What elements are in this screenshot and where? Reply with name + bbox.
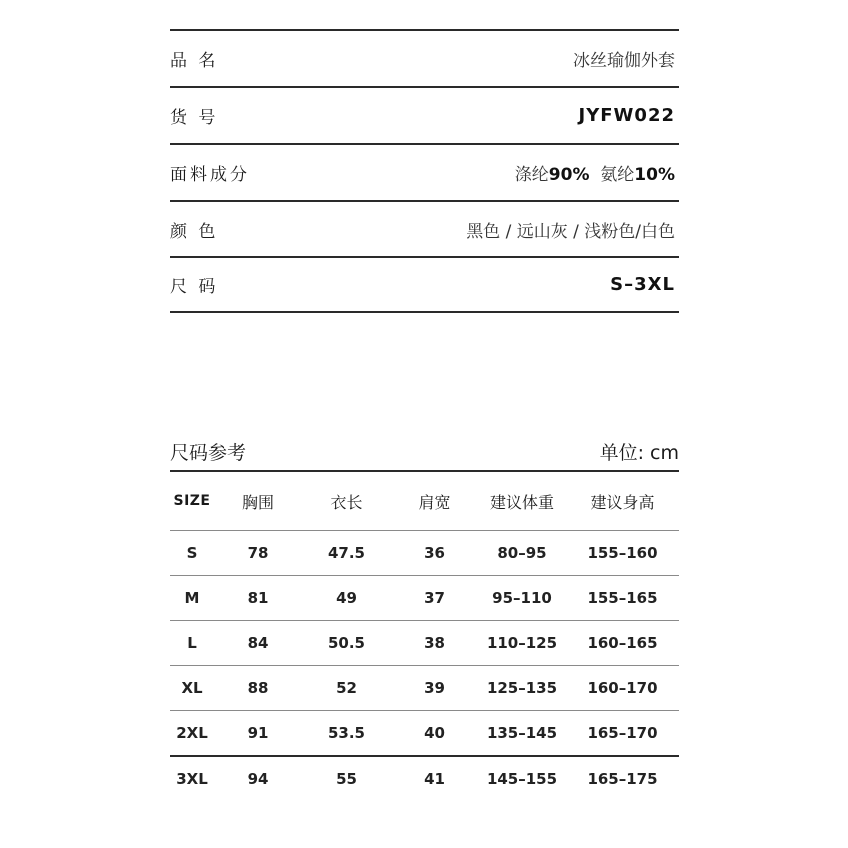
size-chart [170,432,679,801]
cell-weight: 80–95 [478,531,566,576]
cell-chest: 88 [214,666,302,711]
info-row-size [170,258,679,313]
cell-length: 47.5 [302,531,391,576]
cell-length: 52 [302,666,391,711]
cell-shoulder: 37 [391,576,478,621]
cell-length: 55 [336,770,357,788]
info-value-name: 冰丝瑜伽外套 [573,51,675,71]
cell-shoulder: 36 [391,531,478,576]
cell-chest: 81 [214,576,302,621]
size-chart-title: 尺码参考 [170,441,247,464]
cell-height: 155–160 [566,531,679,576]
size-chart-unit: 单位: cm [599,441,679,464]
info-label-fabric: 面料成分 [170,165,250,185]
cell-chest: 94 [247,770,269,788]
size-table [170,472,679,801]
info-row-color [170,202,679,258]
cell-size: 2XL [170,711,214,757]
cell-height: 160–165 [566,621,679,666]
cell-shoulder: 38 [391,621,478,666]
header-chest: 胸围 [214,472,302,531]
fabric-percent-2: 10% [634,165,675,185]
cell-size: L [170,621,214,666]
cell-size: M [170,576,214,621]
cell-weight: 135–145 [478,711,566,757]
info-label-name: 品 名 [170,51,219,71]
table-row [170,711,679,757]
info-label-size: 尺 码 [170,277,219,297]
table-row [170,666,679,711]
info-label-sku: 货 号 [170,108,219,128]
cell-height: 165–170 [566,711,679,757]
cell-shoulder: 39 [391,666,478,711]
header-weight: 建议体重 [478,472,566,531]
cell-shoulder: 40 [391,711,478,757]
cell-shoulder: 41 [424,770,445,788]
info-label-color: 颜 色 [170,221,219,242]
header-height: 建议身高 [566,472,679,531]
cell-size: 3XL [176,770,208,788]
info-value-fabric [515,160,679,185]
table-row [170,621,679,666]
cell-length: 49 [302,576,391,621]
table-row [170,756,679,801]
info-value-size: S–3XL [610,274,675,295]
cell-length: 53.5 [302,711,391,757]
cell-weight: 145–155 [486,770,558,788]
info-row-name [170,31,679,88]
cell-height: 160–170 [566,666,679,711]
header-size: SIZE [170,472,214,531]
cell-weight: 125–135 [478,666,566,711]
cell-chest: 78 [214,531,302,576]
cell-height: 155–165 [566,576,679,621]
info-value-sku: JYFW022 [578,105,675,126]
cell-length: 50.5 [302,621,391,666]
cell-chest: 84 [214,621,302,666]
cell-size: S [170,531,214,576]
info-row-fabric [170,145,679,202]
size-table-header-row [170,472,679,531]
info-value-color: 黑色 / 远山灰 / 浅粉色/白色 [466,221,675,242]
fabric-percent-1: 90% [548,165,590,185]
cell-size: XL [170,666,214,711]
info-row-sku [170,88,679,145]
cell-height: 165–175 [587,770,658,788]
table-row [170,531,679,576]
cell-weight: 95–110 [478,576,566,621]
header-shoulder: 肩宽 [391,472,478,531]
cell-weight: 110–125 [478,621,566,666]
fabric-material-1: 涤纶 [514,165,549,185]
size-chart-header [170,432,679,472]
header-length: 衣长 [302,472,391,531]
cell-chest: 91 [214,711,302,757]
fabric-material-2: 氨纶 [589,165,635,185]
product-info-table [170,29,679,313]
table-row [170,576,679,621]
